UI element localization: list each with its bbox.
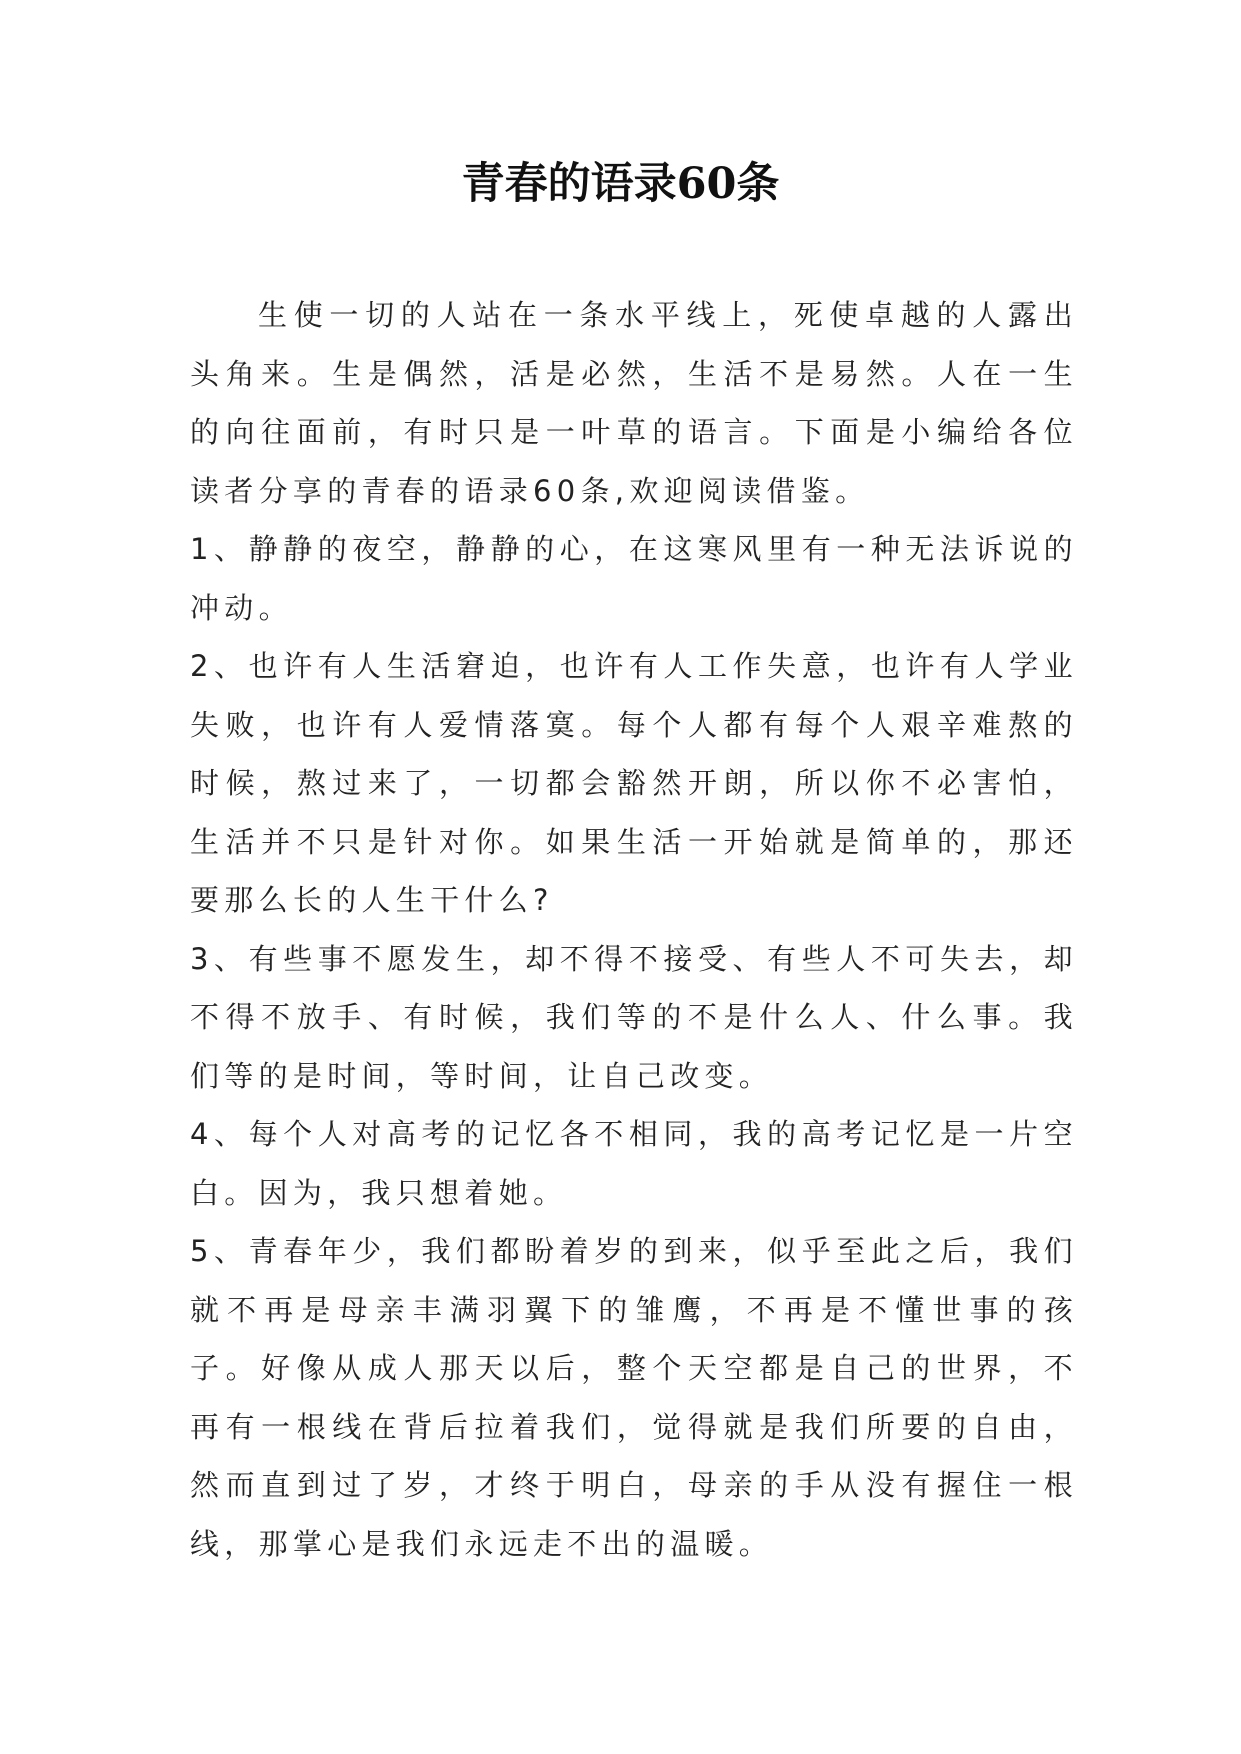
document-title: 青春的语录60条	[461, 159, 780, 209]
intro-paragraph: 生使一切的人站在一条水平线上，死使卓越的人露出头角来。生是偶然，活是必然，生活不是易然。人在一生的向往面前，有时只是一叶草的语言。下面是小编给各位读者分享的青春的语录60条,欢迎阅读借鉴。	[190, 298, 1078, 508]
quote-paragraph-1: 1、静静的夜空，静静的心，在这寒风里有一种无法诉说的冲动。	[190, 532, 1078, 625]
document-body	[190, 286, 1078, 1573]
quote-paragraph-2: 2、也许有人生活窘迫，也许有人工作失意，也许有人学业失败，也许有人爱情落寞。每个人都有每个人艰辛难熬的时候，熬过来了，一切都会豁然开朗，所以你不必害怕，生活并不只是针对你。如果生活一开始就是简单的，那还要那么长的人生干什么?	[190, 649, 1078, 917]
quote-paragraph-5: 5、青春年少，我们都盼着岁的到来，似乎至此之后，我们就不再是母亲丰满羽翼下的雏鹰，不再是不懂世事的孩子。好像从成人那天以后，整个天空都是自己的世界，不再有一根线在背后拉着我们，觉得就是我们所要的自由，然而直到过了岁，才终于明白，母亲的手从没有握住一根线，那掌心是我们永远走不出的温暖。	[190, 1234, 1078, 1561]
quote-paragraph-4: 4、每个人对高考的记忆各不相同，我的高考记忆是一片空白。因为，我只想着她。	[190, 1117, 1078, 1210]
quote-paragraph-3: 3、有些事不愿发生，却不得不接受、有些人不可失去，却不得不放手、有时候，我们等的不是什么人、什么事。我们等的是时间，等时间，让自己改变。	[190, 941, 1078, 1093]
